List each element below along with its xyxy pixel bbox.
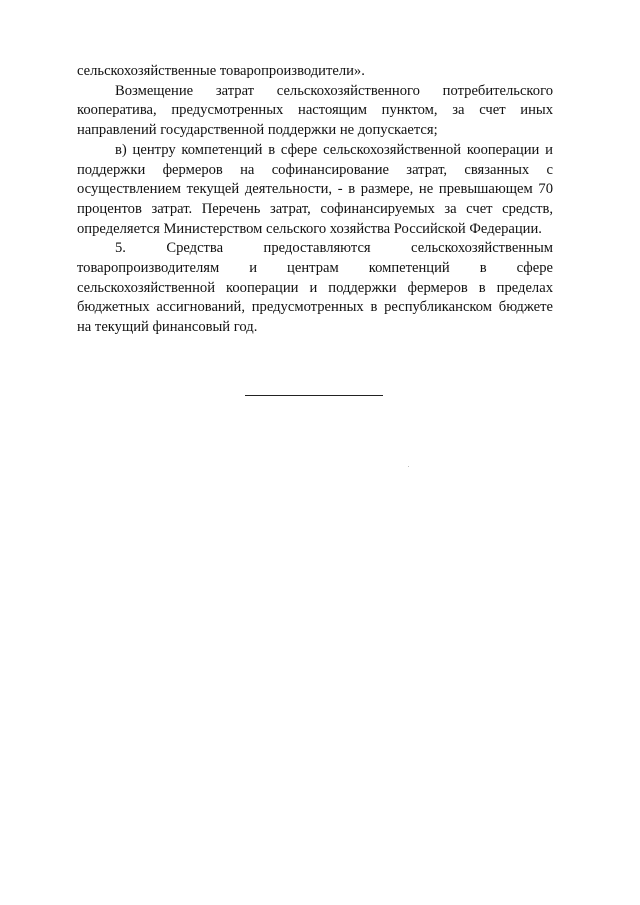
paragraph-competence-center: в) центру компетенций в сфере сельскохозяйственной кооперации и поддержки фермеров на софинансирование затрат, связанных с осуществлением текущей деятельности, - в размере, не превышающем 70 процентов затрат. Перечень затрат, софинансируемых за счет средств, определяется Министерством сельского хозяйства Российской Федерации.	[77, 141, 553, 237]
end-divider-line	[245, 395, 383, 396]
paragraph-reimbursement: Возмещение затрат сельскохозяйственного потребительского кооператива, предусмотренных настоящим пунктом, за счет иных направлений государственной поддержки не допускается;	[77, 82, 553, 139]
scan-speck	[408, 466, 409, 467]
document-body	[77, 62, 553, 338]
paragraph-section-5: 5. Средства предоставляются сельскохозяйственным товаропроизводителям и центрам компетенций в сфере сельскохозяйственной кооперации и поддержки фермеров в пределах бюджетных ассигнований, предусмотренных в республиканском бюджете на текущий финансовый год.	[77, 240, 553, 336]
paragraph-continuation: сельскохозяйственные товаропроизводители».	[77, 63, 365, 79]
